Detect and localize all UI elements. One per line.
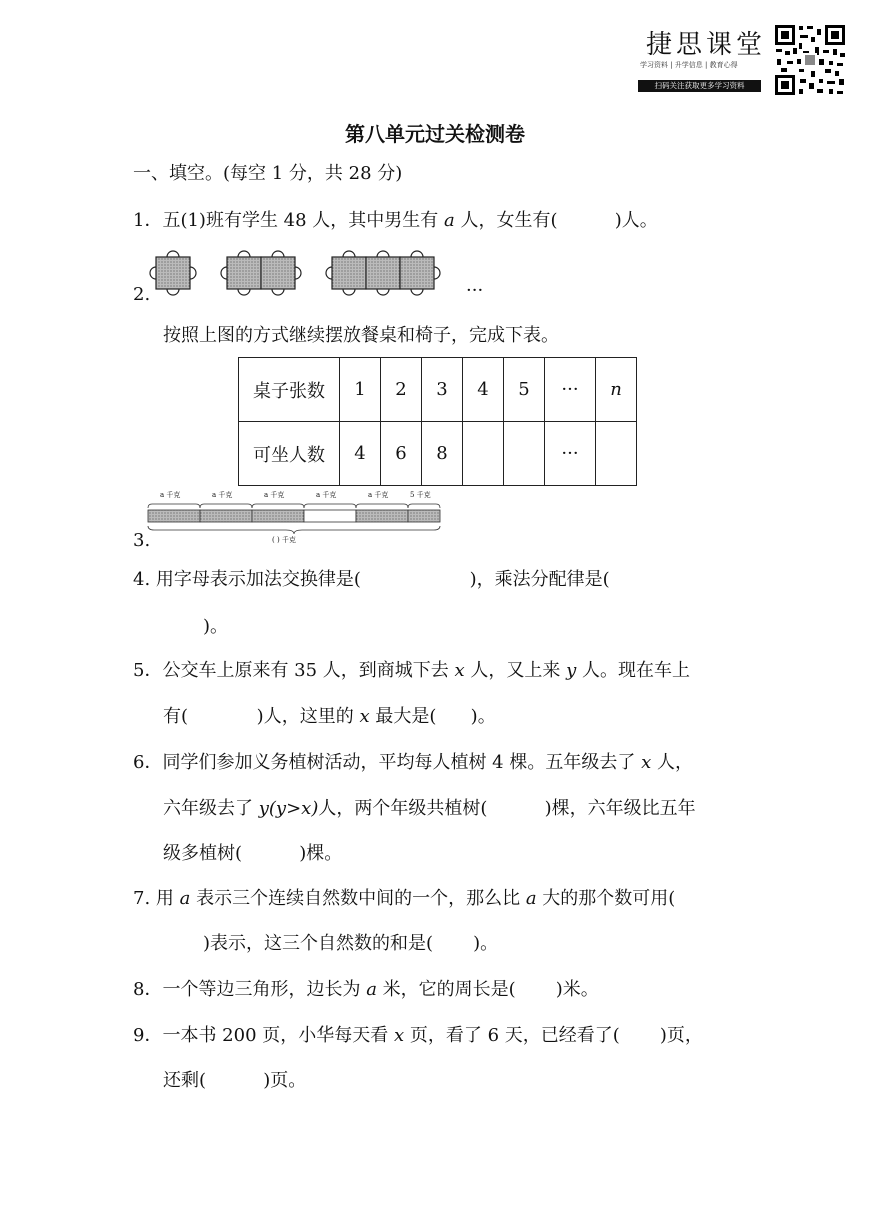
qr-code-icon — [773, 23, 847, 97]
section-heading: 一、填空。(每空 1 分，共 28 分) — [133, 163, 403, 184]
question-7-line-2: )表示，这三个自然数的和是( )。 — [203, 933, 499, 954]
q7-var-a: a — [525, 888, 537, 909]
question-6-line-1 — [133, 752, 693, 774]
question-6-line-2 — [163, 798, 696, 820]
q5-text: 最大是( )。 — [369, 706, 496, 727]
table-cell: 1 — [340, 358, 381, 422]
page-title: 第八单元过关检测卷 — [345, 122, 525, 146]
table-cell: 可坐人数 — [239, 422, 340, 486]
q6-expr: y(y>x) — [258, 798, 319, 819]
answer-cell[interactable] — [596, 422, 637, 486]
q3-label: a 千克 — [160, 491, 181, 499]
q5-text: 人，又上来 — [464, 660, 567, 681]
table-cell: 4 — [340, 422, 381, 486]
q5-var-x: x — [359, 706, 370, 727]
table-row — [239, 358, 637, 422]
q7-text: 大的那个数可用( — [536, 888, 676, 909]
question-8 — [133, 979, 599, 1001]
q1-post: 人，女生有( )人。 — [454, 210, 658, 231]
table-cell: 4 — [463, 358, 504, 422]
table-cell: 8 — [422, 422, 463, 486]
q8-var-a: a — [366, 979, 377, 1000]
table-cell: n — [596, 358, 637, 422]
q2-ellipsis: ··· — [466, 280, 484, 301]
q1-pre: 1．五(1)班有学生 48 人，其中男生有 — [133, 210, 445, 231]
q3-label: a 千克 — [368, 491, 389, 499]
q8-text: 米，它的周长是( )米。 — [376, 979, 599, 1000]
q2-number: 2. — [133, 284, 151, 305]
answer-cell[interactable] — [504, 422, 545, 486]
question-4-line-2: )。 — [203, 616, 229, 637]
q6-var-x: x — [641, 752, 652, 773]
brand-sub-1: 学习资料 — [640, 61, 668, 69]
q2-table — [238, 357, 637, 486]
table-cell: 6 — [381, 422, 422, 486]
q5-var-x: x — [454, 660, 465, 681]
q5-text: 有( )人，这里的 — [163, 706, 360, 727]
table-cell: 桌子张数 — [239, 358, 340, 422]
q8-text: 8．一个等边三角形，边长为 — [133, 979, 367, 1000]
answer-cell[interactable] — [463, 422, 504, 486]
question-7-line-1 — [133, 888, 675, 910]
q1-var: a — [444, 210, 455, 231]
q6-text: 人，两个年级共植树( )棵，六年级比五年 — [318, 798, 696, 819]
q3-bottom-label: ( ) 千克 — [272, 536, 296, 544]
table-cell: ··· — [545, 422, 596, 486]
q6-text: 六年级去了 — [163, 798, 259, 819]
question-5-line-2 — [163, 706, 496, 728]
question-6-line-3: 级多植树( )棵。 — [163, 843, 343, 864]
q5-text: 5．公交车上原来有 35 人，到商城下去 — [133, 660, 455, 681]
q3-label: a 千克 — [316, 491, 337, 499]
q3-bar-diagram — [146, 500, 446, 536]
q3-label: a 千克 — [264, 491, 285, 499]
q7-text: 表示三个连续自然数中间的一个，那么比 — [190, 888, 526, 909]
q3-number: 3. — [133, 530, 151, 551]
q6-text: 6．同学们参加义务植树活动，平均每人植树 4 棵。五年级去了 — [133, 752, 642, 773]
q9-text: 9．一本书 200 页，小华每天看 — [133, 1025, 394, 1046]
brand-title: 捷思课堂 — [646, 30, 767, 60]
brand-subtitles: 学习资料 | 升学信息 | 教育心得 — [640, 61, 738, 69]
brand-sub-2: 升学信息 — [674, 61, 703, 69]
question-9-line-2: 还剩( )页。 — [163, 1070, 307, 1091]
question-4-line-1: 4. 用字母表示加法交换律是( )，乘法分配律是( — [133, 569, 610, 590]
q9-text: 页，看了 6 天，已经看了( )页， — [404, 1025, 703, 1046]
q7-text: 7. 用 — [133, 888, 180, 909]
q3-label: a 千克 — [212, 491, 233, 499]
q7-var-a: a — [179, 888, 191, 909]
q5-var-y: y — [566, 660, 577, 681]
q5-text: 人。现在车上 — [576, 660, 691, 681]
table-cell: 3 — [422, 358, 463, 422]
q2-instruction: 按照上图的方式继续摆放餐桌和椅子，完成下表。 — [163, 325, 559, 346]
question-1 — [133, 210, 658, 232]
question-9-line-1 — [133, 1025, 703, 1047]
table-cell: ··· — [545, 358, 596, 422]
table-cell: 5 — [504, 358, 545, 422]
q9-var-x: x — [393, 1025, 405, 1046]
q3-label: 5 千克 — [410, 491, 431, 499]
q6-text: 人， — [651, 752, 693, 773]
table-row — [239, 422, 637, 486]
brand-sub-3: 教育心得 — [709, 61, 738, 69]
question-5-line-1 — [133, 660, 690, 682]
table-cell: 2 — [381, 358, 422, 422]
scan-banner: 扫码关注获取更多学习资料 — [638, 80, 761, 92]
table-chair-diagram — [140, 240, 460, 306]
